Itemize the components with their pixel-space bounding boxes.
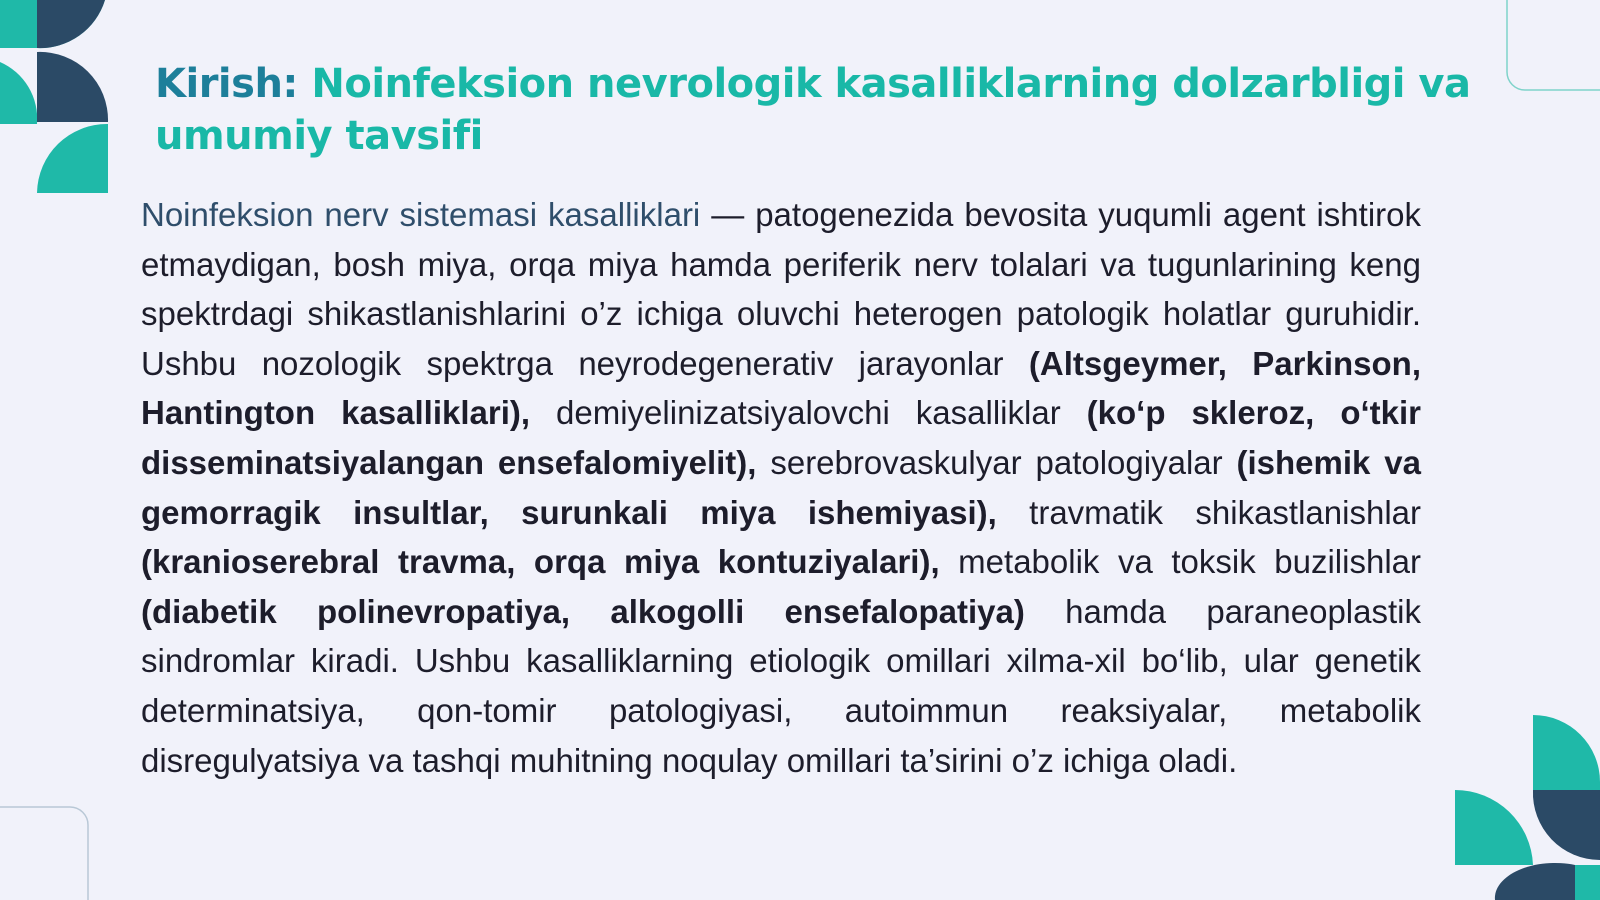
body-segment-bold: (kranioserebral travma, orqa miya kontuziyalari), [141,543,940,581]
decorative-shapes-top-left [0,0,110,195]
body-segment: hamda paraneoplastik sindromlar kiradi. Ushbu kasalliklarning etiologik omillari xilma-xil bo‘lib, ular genetik determinatsiya, qon-tomir patologiyasi, autoimmun reaksiyalar, metabolik disregulyatsiya va tashqi muhitning noqulay omillari ta’sirini o’z ichiga oladi. [141,592,1421,779]
body-segment-bold: (ko‘p skleroz, o‘tkir disseminatsiyalangan ensefalomiyelit), [141,394,1421,481]
title-prefix: Kirish: [155,61,298,107]
title-text: Noinfeksion nevrologik kasalliklarning dolzarbligi va umumiy tavsifi [155,61,1471,159]
body-paragraph [141,190,1421,785]
body-segment-bold: (ishemik va gemorragik insultlar, surunkali miya ishemiyasi), [141,443,1421,531]
decorative-frame-top-right [1505,0,1600,92]
body-segment-term: Noinfeksion nerv sistemasi kasalliklari [141,196,701,233]
body-segment-bold: (diabetik polinevropatiya, alkogolli ensefalopatiya) [141,592,1025,630]
body-segment: metabolik va toksik buzilishlar [939,543,1421,581]
body-segment: — patogenezida bevosita yuqumli agent ishtirok etmaydigan, bosh miya, orqa miya hamda periferik nerv tolalari va tugunlarining keng spektrdagi shikastlanishlarini o’z ichiga oluvchi heterogen patologik holatlar guruhidir. Ushbu nozologik spektrga neyrodegenerativ jarayonlar [141,196,1421,382]
decorative-shapes-bottom-right [1455,715,1600,900]
body-segment: travmatik shikastlanishlar [996,493,1422,531]
decorative-frame-bottom-left [0,805,95,900]
body-segment: demiyelinizatsiyalovchi kasalliklar [530,394,1087,432]
body-segment-bold: (Altsgeymer, Parkinson, Hantington kasalliklari), [141,344,1421,432]
body-segment: serebrovaskulyar patologiyalar [756,443,1237,481]
slide-title [155,58,1495,162]
